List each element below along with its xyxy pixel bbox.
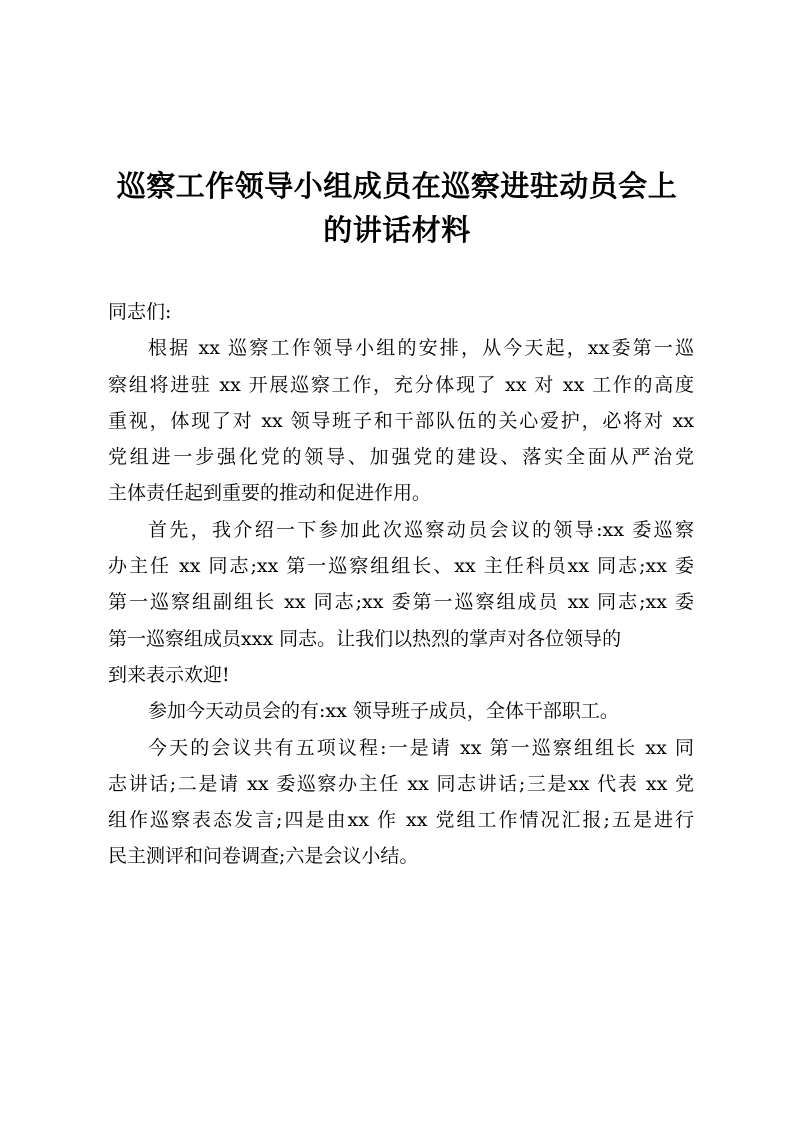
paragraph-line: 到来表示欢迎! — [108, 663, 230, 686]
paragraph-attendees — [108, 693, 694, 729]
paragraph-line: 办主任 xx 同志;xx 第一巡察组组长、xx 主任科员xx 同志;xx 委 — [108, 555, 694, 578]
paragraph-appointment — [108, 330, 694, 511]
paragraph-line: 党组进一步强化党的领导、加强党的建设、落实全面从严治党 — [108, 446, 694, 469]
paragraph-line: 第一巡察组副组长 xx 同志;xx 委第一巡察组成员 xx 同志;xx 委 — [108, 591, 694, 614]
paragraph-agenda — [108, 730, 694, 875]
paragraph-line: 志讲话;二是请 xx 委巡察办主任 xx 同志讲话;三是xx 代表 xx 党 — [108, 772, 694, 795]
title-line-1: 巡察工作领导小组成员在巡察进驻动员会上 — [116, 169, 678, 203]
paragraph-line: 察组将进驻 xx 开展巡察工作，充分体现了 xx 对 xx 工作的高度 — [108, 373, 694, 396]
title-line-2: 的讲话材料 — [323, 213, 471, 247]
paragraph-line: 主体责任起到重要的推动和促进作用。 — [108, 482, 432, 505]
paragraph-introductions — [108, 512, 694, 693]
paragraph-line: 今天的会议共有五项议程:一是请 xx 第一巡察组组长 xx 同 — [148, 736, 694, 759]
paragraph-line: 第一巡察组成员xxx 同志。让我们以热烈的掌声对各位领导的 — [108, 627, 622, 650]
salutation: 同志们: — [108, 301, 172, 323]
paragraph-line: 组作巡察表态发言;四是由xx 作 xx 党组工作情况汇报;五是进行 — [108, 809, 694, 832]
document-title — [100, 164, 694, 252]
paragraph-line: 参加今天动员会的有:xx 领导班子成员，全体干部职工。 — [148, 700, 619, 723]
paragraph-line: 根据 xx 巡察工作领导小组的安排，从今天起，xx委第一巡 — [148, 337, 694, 360]
paragraph-line: 重视，体现了对 xx 领导班子和干部队伍的关心爱护，必将对 xx — [108, 409, 694, 432]
paragraph-line: 民主测评和问卷调查;六是会议小结。 — [108, 845, 419, 868]
document-body — [108, 294, 694, 875]
paragraph-line: 首先，我介绍一下参加此次巡察动员会议的领导:xx 委巡察 — [148, 518, 694, 541]
